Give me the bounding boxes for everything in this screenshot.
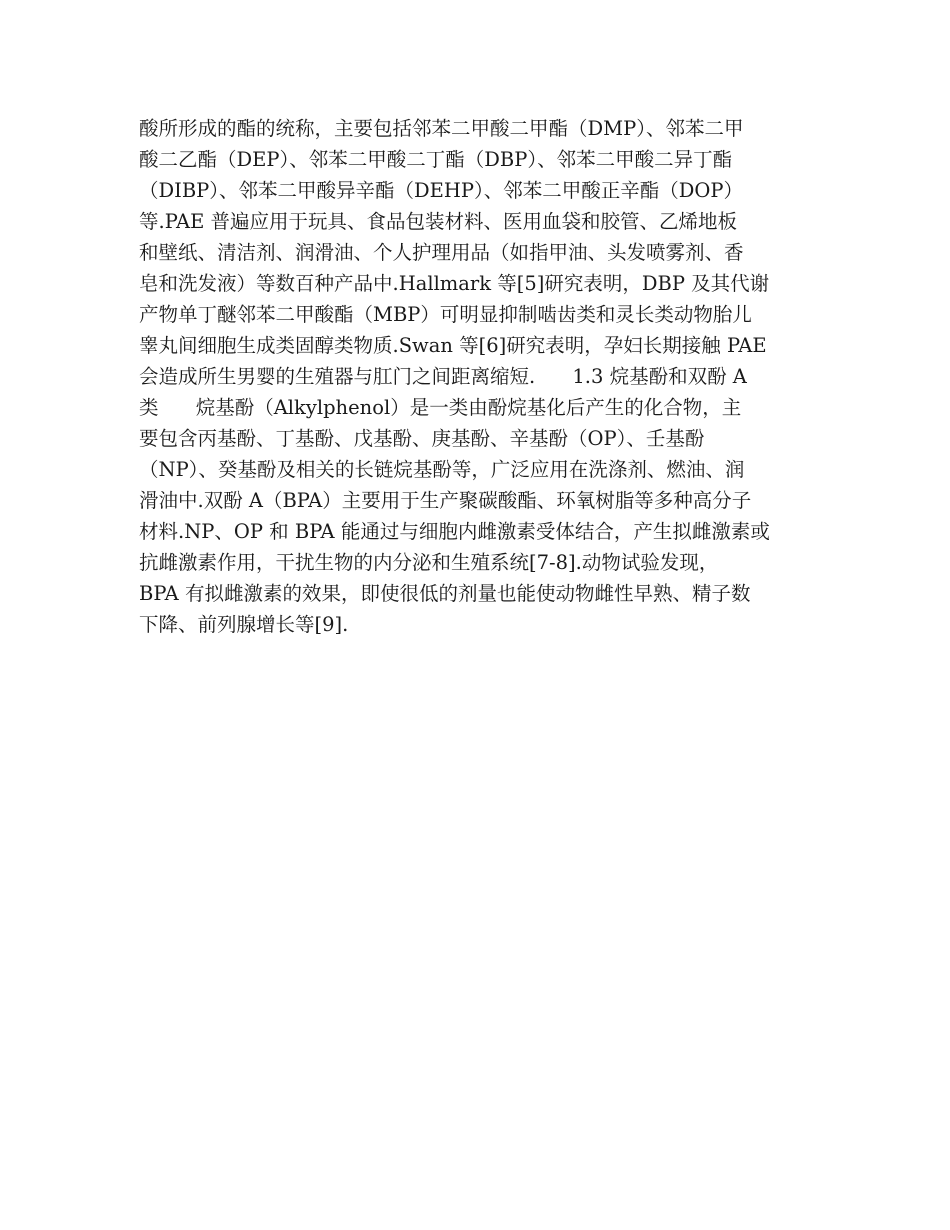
- text-line-4: 等.PAE 普遍应用于玩具、食品包装材料、医用血袋和胶管、乙烯地板: [139, 210, 738, 233]
- text-line-13: 滑油中.双酚 A（BPA）主要用于生产聚碳酸酯、环氧树脂等多种高分子: [139, 489, 752, 512]
- text-line-3: （DIBP）、邻苯二甲酸异辛酯（DEHP）、邻苯二甲酸正辛酯（DOP）: [139, 179, 744, 202]
- text-line-1: 酸所形成的酯的统称，主要包括邻苯二甲酸二甲酯（DMP）、邻苯二甲: [139, 117, 744, 140]
- text-line-9: 会造成所生男婴的生殖器与肛门之间距离缩短. 1.3 烷基酚和双酚 A: [139, 365, 747, 388]
- text-line-5: 和壁纸、清洁剂、润滑油、个人护理用品（如指甲油、头发喷雾剂、香: [139, 241, 744, 264]
- text-line-17: 下降、前列腺增长等[9].: [139, 613, 349, 636]
- text-line-8: 睾丸间细胞生成类固醇类物质.Swan 等[6]研究表明，孕妇长期接触 PAE: [139, 334, 767, 357]
- text-line-14: 材料.NP、OP 和 BPA 能通过与细胞内雌激素受体结合，产生拟雌激素或: [139, 520, 770, 543]
- body-paragraph: [139, 113, 829, 640]
- text-line-6: 皂和洗发液）等数百种产品中.Hallmark 等[5]研究表明，DBP 及其代谢: [139, 272, 770, 295]
- text-line-15: 抗雌激素作用，干扰生物的内分泌和生殖系统[7-8].动物试验发现，: [139, 551, 719, 574]
- text-line-2: 酸二乙酯（DEP）、邻苯二甲酸二丁酯（DBP）、邻苯二甲酸二异丁酯: [139, 148, 733, 171]
- text-line-16: BPA 有拟雌激素的效果，即使很低的剂量也能使动物雌性早熟、精子数: [139, 582, 751, 605]
- text-line-12: （NP）、癸基酚及相关的长链烷基酚等，广泛应用在洗涤剂、燃油、润: [139, 458, 745, 481]
- text-line-10: 类 烷基酚（Alkylphenol）是一类由酚烷基化后产生的化合物，主: [139, 396, 742, 419]
- text-line-11: 要包含丙基酚、丁基酚、戊基酚、庚基酚、辛基酚（OP）、壬基酚: [139, 427, 705, 450]
- text-line-7: 产物单丁醚邻苯二甲酸酯（MBP）可明显抑制啮齿类和灵长类动物胎儿: [139, 303, 752, 326]
